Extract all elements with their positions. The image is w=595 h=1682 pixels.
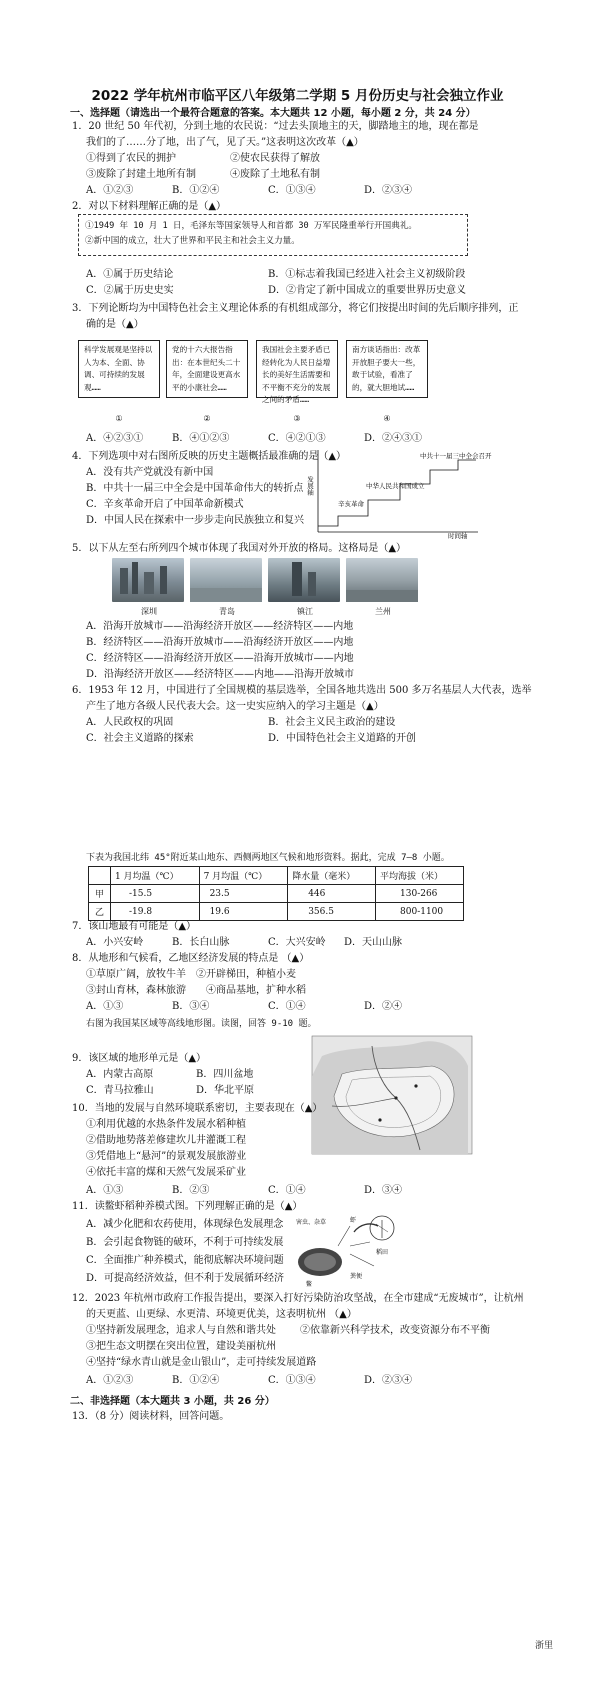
q7-option-c[interactable]: C．大兴安岭 xyxy=(268,937,326,948)
q5-option-c[interactable]: C．经济特区——沿海经济开放区——沿海开放城市——内地 xyxy=(86,653,354,664)
city-label-zhenjiang: 镇江 xyxy=(297,607,313,616)
q7-option-b[interactable]: B．长白山脉 xyxy=(172,937,230,948)
q1-stem-line1: 1．20 世纪 50 年代初，分到土地的农民说：“过去头顶地主的天，脚踏地主的地，现在都是 xyxy=(72,121,479,132)
table-row xyxy=(89,903,464,921)
shrimp-icon xyxy=(354,1224,378,1232)
q6-option-a[interactable]: A．人民政权的巩固 xyxy=(86,717,174,728)
q4-step-diagram xyxy=(306,446,492,540)
q10-statement-3: ③凭借地上“悬河”的景观发展旅游业 xyxy=(86,1151,247,1162)
zhenjiang-photo xyxy=(268,558,340,602)
q10-option-d[interactable]: D．③④ xyxy=(364,1185,403,1196)
q1-option-b[interactable]: B．①②④ xyxy=(172,185,220,196)
q3-option-a[interactable]: A．④②③① xyxy=(86,433,144,444)
q12-statement-4: ④坚持“绿水青山就是金山银山”，走可持续发展道路 xyxy=(86,1357,317,1368)
diagram-label-paddy: 稻田 xyxy=(376,1249,389,1256)
q11-option-a[interactable]: A．减少化肥和农药使用，体现绿色发展理念 xyxy=(86,1219,284,1230)
q4-option-b[interactable]: B．中共十一届三中全会是中国革命伟大的转折点 xyxy=(86,483,304,494)
q10-statement-2: ②借助地势落差修建坎儿井灌溉工程 xyxy=(86,1135,246,1146)
table-cell: 23.5 xyxy=(199,885,288,903)
q2-option-b[interactable]: B．①标志着我国已经进入社会主义初级阶段 xyxy=(268,269,466,280)
q9-option-b[interactable]: B．四川盆地 xyxy=(196,1069,254,1080)
q1-statement-4: ④废除了土地私有制 xyxy=(230,169,320,180)
q1-statement-3: ③废除了封建土地所有制 xyxy=(86,169,196,180)
diagram-label-turtle: 鳖 xyxy=(306,1281,313,1288)
contour-map xyxy=(312,1036,472,1154)
diagram-label-dung: 粪便 xyxy=(350,1273,363,1280)
q10-stem: 10．当地的发展与自然环境联系密切，主要表现在（▲） xyxy=(72,1103,323,1114)
q9-option-d[interactable]: D．华北平原 xyxy=(196,1085,255,1096)
q4-option-d[interactable]: D．中国人民在探索中一步步走向民族独立和复兴 xyxy=(86,515,305,526)
q10-option-a[interactable]: A．①③ xyxy=(86,1185,124,1196)
climate-table-header xyxy=(89,867,464,885)
q3-stem-line2: 确的是（▲） xyxy=(86,319,144,330)
q3-number-1: ① xyxy=(115,414,123,423)
table-cell: -19.8 xyxy=(110,903,199,921)
q5-option-b[interactable]: B．经济特区——沿海开放城市——沿海经济开放区——内地 xyxy=(86,637,354,648)
q3-number-2: ② xyxy=(203,414,211,423)
q4-step-3: 中共十一届三中全会召开 xyxy=(420,452,492,460)
q2-material-1: ①1949 年 10 月 1 日，毛泽东等国家领导人和首都 30 万军民隆重举行开国典礼。 xyxy=(85,221,418,231)
q3-box-4: 南方谈话指出：改革开放胆子要大一些，敢于试验，看准了的，就大胆地试…… xyxy=(346,340,428,398)
climate-header-jul: 7 月均温（℃） xyxy=(199,867,288,885)
q4-step-1: 辛亥革命 xyxy=(338,500,364,508)
q3-box-3: 我国社会主要矛盾已经转化为人民日益增长的美好生活需要和不平衡不充分的发展之间的矛盾…… xyxy=(256,340,338,398)
q9-option-a[interactable]: A．内蒙古高原 xyxy=(86,1069,154,1080)
city-label-lanzhou: 兰州 xyxy=(375,607,391,616)
section-two-heading: 二、非选择题（本大题共 3 小题，共 26 分） xyxy=(70,1396,275,1407)
q12-option-b[interactable]: B．①②④ xyxy=(172,1375,220,1386)
q3-option-d[interactable]: D．②④③① xyxy=(364,433,423,444)
q7-intro: 下表为我国北纬 45°附近某山地东、西侧两地区气候和地形资料。据此，完成 7—8 小题。 xyxy=(86,853,450,863)
city-label-qingdao: 青岛 xyxy=(219,607,235,616)
q4-y-axis-label: 发展轴 xyxy=(306,476,314,496)
q4-option-c[interactable]: C．辛亥革命开启了中国革命新模式 xyxy=(86,499,244,510)
q3-box-2: 党的十六大报告指出：在本世纪头二十年，全面建设更高水平的小康社会…… xyxy=(166,340,248,398)
table-cell: 19.6 xyxy=(199,903,288,921)
q8-statement-1: ①草原广阔，放牧牛羊 xyxy=(86,969,186,980)
q2-option-c[interactable]: C．②属于历史史实 xyxy=(86,285,174,296)
q11-option-b[interactable]: B．会引起食物链的破环，不利于可持续发展 xyxy=(86,1237,284,1248)
q1-statement-2: ②使农民获得了解放 xyxy=(230,153,320,164)
q8-option-c[interactable]: C．①④ xyxy=(268,1001,306,1012)
table-cell: -15.5 xyxy=(110,885,199,903)
q8-option-b[interactable]: B．③④ xyxy=(172,1001,210,1012)
q12-option-a[interactable]: A．①②③ xyxy=(86,1375,134,1386)
q8-option-a[interactable]: A．①③ xyxy=(86,1001,124,1012)
q7-option-a[interactable]: A．小兴安岭 xyxy=(86,937,144,948)
table-cell: 乙 xyxy=(89,903,111,921)
section-one-heading: 一、选择题（请选出一个最符合题意的答案。本大题共 12 小题，每小题 2 分，共 24 分） xyxy=(70,108,476,119)
lanzhou-photo xyxy=(346,558,418,602)
q3-number-4: ④ xyxy=(383,414,391,423)
q4-steps xyxy=(318,460,476,526)
table-row xyxy=(89,885,464,903)
q2-stem: 2．对以下材料理解正确的是（▲） xyxy=(72,201,227,212)
q8-statement-2: ②开辟梯田，种植小麦 xyxy=(196,969,296,980)
q6-option-c[interactable]: C．社会主义道路的探索 xyxy=(86,733,194,744)
q1-option-d[interactable]: D．②③④ xyxy=(364,185,413,196)
q4-x-axis-label: 时间轴 xyxy=(448,532,468,540)
q8-statement-3: ③封山育林，森林旅游 xyxy=(86,985,186,996)
table-cell: 446 xyxy=(288,885,376,903)
table-cell: 356.5 xyxy=(288,903,376,921)
q2-material-box xyxy=(78,214,468,256)
q4-step-2: 中华人民共和国成立 xyxy=(366,482,425,490)
q7-option-d[interactable]: D．天山山脉 xyxy=(344,937,403,948)
q8-stem: 8．从地形和气候看，乙地区经济发展的特点是 （▲） xyxy=(72,953,310,964)
q1-option-a[interactable]: A．①②③ xyxy=(86,185,134,196)
q2-option-d[interactable]: D．②肯定了新中国成立的重要世界历史意义 xyxy=(268,285,467,296)
q5-stem: 5．以下从左至右所列四个城市体现了我国对外开放的格局。这格局是（▲） xyxy=(72,543,407,554)
q6-stem-line2: 产生了地方各级人民代表大会。这一史实应纳入的学习主题是（▲） xyxy=(86,701,384,712)
q9-intro: 右图为我国某区域等高线地形图。读图，回答 9-10 题。 xyxy=(86,1019,317,1029)
q8-statement-4: ④商品基地，扩种水稻 xyxy=(206,985,306,996)
q12-stem-line2: 的天更蓝、山更绿、水更清、环境更优美，这表明杭州 （▲） xyxy=(86,1309,357,1320)
q3-box-1: 科学发展观是坚持以人为本、全面、协调、可持续的发展观…… xyxy=(78,340,160,398)
climate-header-jan: 1 月均温（℃） xyxy=(110,867,199,885)
q11-option-d[interactable]: D．可提高经济效益，但不利于发展循环经济 xyxy=(86,1273,285,1284)
q8-option-d[interactable]: D．②④ xyxy=(364,1001,403,1012)
q10-statement-1: ①利用优越的水热条件发展水稻种植 xyxy=(86,1119,246,1130)
q3-number-3: ③ xyxy=(293,414,301,423)
q9-stem: 9．该区域的地形单元是（▲） xyxy=(72,1053,207,1064)
q3-option-b[interactable]: B．④①②③ xyxy=(172,433,230,444)
q11-option-c[interactable]: C．全面推广种养模式，能彻底解决环境问题 xyxy=(86,1255,284,1266)
diagram-label-shrimp: 虾 xyxy=(350,1217,357,1224)
q5-option-a[interactable]: A．沿海开放城市——沿海经济开放区——经济特区——内地 xyxy=(86,621,354,632)
q10-option-b[interactable]: B．②③ xyxy=(172,1185,210,1196)
climate-header-altitude: 平均海拔（米） xyxy=(376,867,464,885)
table-cell: 甲 xyxy=(89,885,111,903)
qingdao-photo xyxy=(190,558,262,602)
turtle-shrimp-rice-diagram xyxy=(290,1206,402,1290)
q7-stem: 7．该山地最有可能是（▲） xyxy=(72,921,197,932)
page-title: 2022 学年杭州市临平区八年级第二学期 5 月份历史与社会独立作业 xyxy=(91,88,504,104)
q9-option-c[interactable]: C．青马拉雅山 xyxy=(86,1085,154,1096)
q10-option-c[interactable]: C．①④ xyxy=(268,1185,306,1196)
q6-stem-line1: 6．1953 年 12 月，中国进行了全国规模的基层选举，全国各地共选出 500 多万名基层人大代表，选举 xyxy=(72,685,532,696)
q12-statement-2: ②依靠新兴科学技术，改变资源分布不平衡 xyxy=(300,1325,490,1336)
q12-statement-1: ①坚持新发展理念，追求人与自然和谐共处 xyxy=(86,1325,276,1336)
q1-option-c[interactable]: C．①③④ xyxy=(268,185,316,196)
shenzhen-photo xyxy=(112,558,184,602)
page-footer: 浙里 xyxy=(534,1641,553,1651)
climate-table xyxy=(88,866,464,921)
climate-header-precip: 降水量（毫米） xyxy=(288,867,376,885)
q11-stem: 11．读鳖虾稻种养模式图。下列理解正确的是（▲） xyxy=(72,1201,303,1212)
table-cell: 130-266 xyxy=(376,885,464,903)
q12-statement-3: ③把生态文明摆在突出位置，建设美丽杭州 xyxy=(86,1341,276,1352)
q12-stem-line1: 12．2023 年杭州市政府工作报告提出，要深入打好污染防治攻坚战，在全市建成“无废城市”，让杭州 xyxy=(72,1293,524,1304)
climate-header-blank xyxy=(89,867,111,885)
q5-option-d[interactable]: D．沿海经济开放区——经济特区——内地——沿海开放城市 xyxy=(86,669,355,680)
diagram-label-pests: 害虫、杂草 xyxy=(296,1219,327,1226)
q13-stem: 13．（8 分）阅读材料，回答问题。 xyxy=(72,1411,230,1422)
q3-option-c[interactable]: C．④②①③ xyxy=(268,433,326,444)
q2-material-2: ②新中国的成立，壮大了世界和平民主和社会主义力量。 xyxy=(85,236,300,246)
q1-stem-line2: 我们的了……分了地，出了气，见了天。”这表明这次改革（▲） xyxy=(86,137,364,148)
city-label-shenzhen: 深圳 xyxy=(141,607,157,616)
q2-option-a[interactable]: A．①属于历史结论 xyxy=(86,269,174,280)
q1-statement-1: ①得到了农民的拥护 xyxy=(86,153,176,164)
q12-option-d[interactable]: D．②③④ xyxy=(364,1375,413,1386)
q10-statement-4: ④依托丰富的煤和天然气发展采矿业 xyxy=(86,1167,246,1178)
q6-option-b[interactable]: B．社会主义民主政治的建设 xyxy=(268,717,396,728)
table-cell: 800-1100 xyxy=(376,903,464,921)
q12-option-c[interactable]: C．①③④ xyxy=(268,1375,316,1386)
q4-stem: 4．下列选项中对右图所反映的历史主题概括最准确的是（▲） xyxy=(72,451,347,462)
q3-stem-line1: 3．下列论断均为中国特色社会主义理论体系的有机组成部分，将它们按提出时间的先后顺序排列，正 xyxy=(72,303,519,314)
q4-option-a[interactable]: A．没有共产党就没有新中国 xyxy=(86,467,214,478)
q6-option-d[interactable]: D．中国特色社会主义道路的开创 xyxy=(268,733,417,744)
